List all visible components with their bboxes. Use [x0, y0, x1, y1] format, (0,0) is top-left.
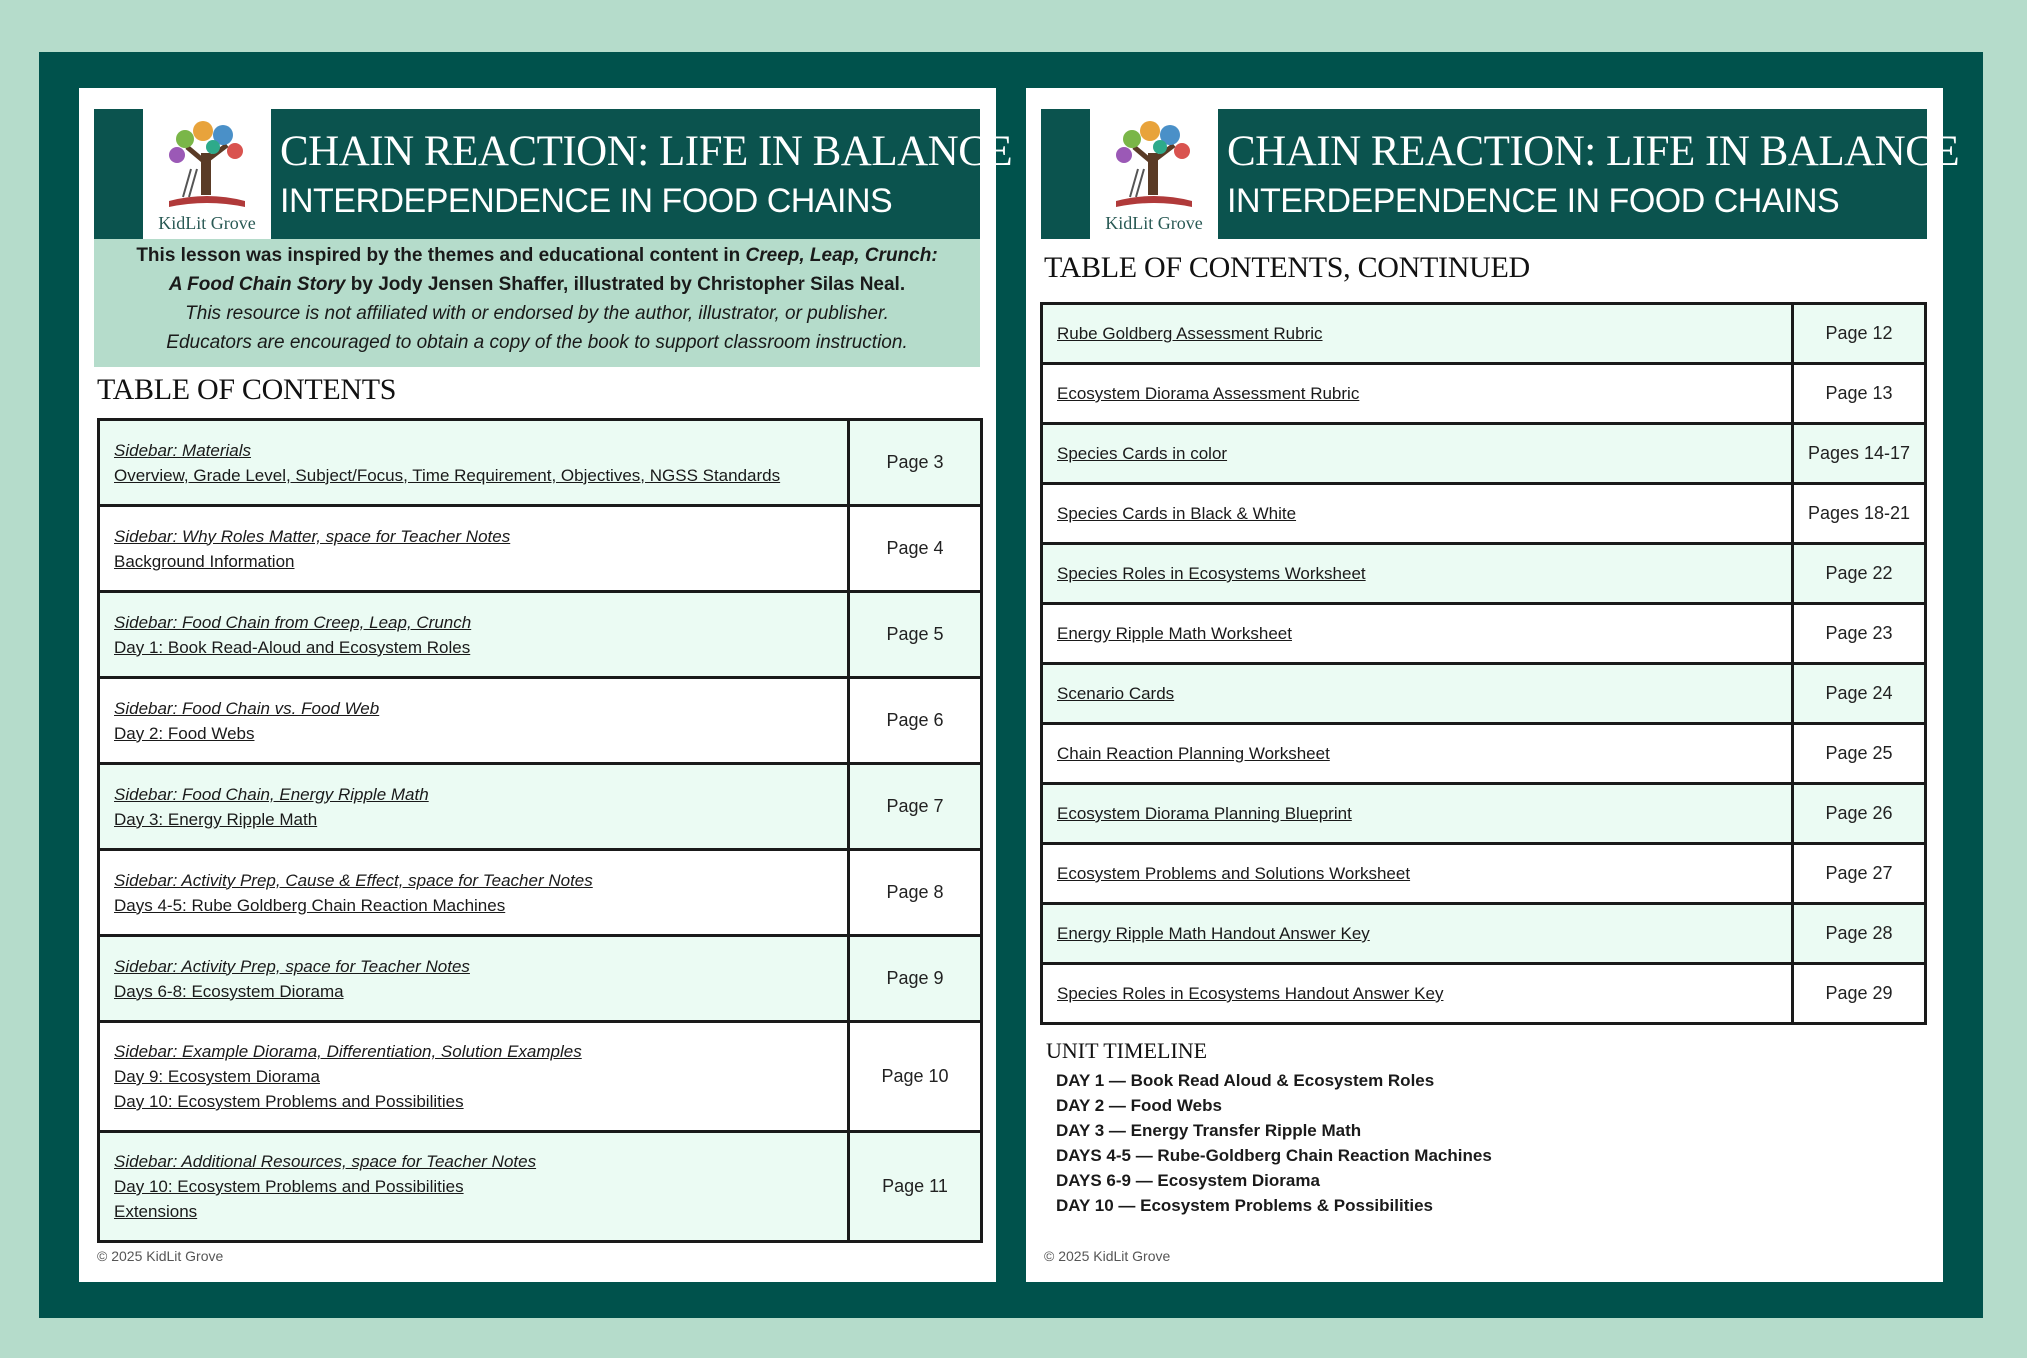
sidebar-link[interactable]: Sidebar: Activity Prep, Cause & Effect, space for Teacher Notes	[114, 870, 593, 890]
toc-row	[99, 592, 982, 678]
page-left	[79, 88, 1013, 1282]
timeline-item: DAY 1 — Book Read Aloud & Ecosystem Roles	[1056, 1071, 1435, 1090]
section-link[interactable]: Day 10: Ecosystem Problems and Possibilities	[114, 1092, 464, 1111]
page-number: Page 27	[1793, 844, 1926, 904]
sidebar-link[interactable]: Sidebar: Activity Prep, space for Teacher Notes	[114, 956, 470, 976]
toc-entry	[1042, 904, 1793, 964]
toc-row	[1042, 844, 1926, 904]
section-link[interactable]: Extensions	[114, 1202, 198, 1221]
section-link[interactable]: Overview, Grade Level, Subject/Focus, Time Requirement, Objectives, NGSS Standards	[114, 465, 781, 485]
toc-entry	[1042, 484, 1793, 544]
sidebar-link[interactable]: Sidebar: Food Chain vs. Food Web	[114, 698, 380, 718]
toc-entry	[99, 678, 849, 764]
page-right	[1026, 88, 1960, 1282]
toc-entry	[1042, 304, 1793, 364]
page-number: Page 22	[1793, 544, 1926, 604]
section-link[interactable]: Days 6-8: Ecosystem Diorama	[114, 981, 344, 1001]
sidebar-link[interactable]: Sidebar: Why Roles Matter, space for Teacher Notes	[114, 526, 511, 546]
page-subtitle: INTERDEPENDENCE IN FOOD CHAINS	[280, 182, 893, 220]
page-subtitle: INTERDEPENDENCE IN FOOD CHAINS	[1227, 182, 1840, 220]
toc-entry	[1042, 664, 1793, 724]
section-link[interactable]: Ecosystem Diorama Planning Blueprint	[1057, 804, 1352, 823]
book-title-part1: Creep, Leap, Crunch:	[745, 245, 938, 266]
section-link[interactable]: Species Roles in Ecosystems Handout Answer Key	[1057, 984, 1444, 1003]
disclaimer-line2: Educators are encouraged to obtain a copy of the book to support classroom instruction.	[166, 332, 908, 353]
page-number: Page 3	[849, 420, 982, 506]
toc-row	[1042, 364, 1926, 424]
toc-row	[1042, 544, 1926, 604]
timeline-item: DAY 3 — Energy Transfer Ripple Math	[1056, 1121, 1362, 1140]
toc-entry	[1042, 964, 1793, 1024]
toc-row	[1042, 424, 1926, 484]
toc-entry	[1042, 724, 1793, 784]
inspiration-note	[94, 239, 980, 367]
section-link[interactable]: Day 2: Food Webs	[114, 723, 255, 743]
toc-entry	[1042, 784, 1793, 844]
banner	[1041, 109, 1960, 239]
inspired-line2b: by Jody Jensen Shaffer, illustrated by Christopher Silas Neal.	[345, 274, 906, 295]
timeline-item: DAYS 4-5 — Rube-Goldberg Chain Reaction Machines	[1056, 1146, 1492, 1165]
section-link[interactable]: Scenario Cards	[1057, 684, 1175, 703]
page-title: CHAIN REACTION: LIFE IN BALANCE	[280, 128, 1013, 175]
toc-entry	[1042, 544, 1793, 604]
timeline-heading: UNIT TIMELINE	[1046, 1038, 1208, 1063]
section-link[interactable]: Energy Ripple Math Worksheet	[1057, 624, 1292, 643]
logo	[143, 109, 271, 239]
sidebar-link[interactable]: Sidebar: Additional Resources, space for Teacher Notes	[114, 1152, 537, 1171]
section-link[interactable]: Ecosystem Diorama Assessment Rubric	[1057, 384, 1360, 403]
toc-row	[1042, 604, 1926, 664]
section-link[interactable]: Day 1: Book Read-Aloud and Ecosystem Roles	[114, 637, 471, 657]
toc-row	[1042, 784, 1926, 844]
section-link[interactable]: Ecosystem Problems and Solutions Worksheet	[1057, 864, 1411, 883]
book-title-part2: A Food Chain Story	[168, 274, 346, 295]
section-link[interactable]: Days 4-5: Rube Goldberg Chain Reaction Machines	[114, 895, 506, 915]
toc-row	[99, 420, 982, 506]
section-link[interactable]: Day 10: Ecosystem Problems and Possibilities	[114, 1177, 464, 1196]
page-number: Page 25	[1793, 724, 1926, 784]
timeline-item: DAY 10 — Ecosystem Problems & Possibilities	[1056, 1196, 1433, 1215]
toc-entry	[99, 1132, 849, 1242]
page-number: Page 29	[1793, 964, 1926, 1024]
toc-entry	[1042, 604, 1793, 664]
page-number: Pages 18-21	[1793, 484, 1926, 544]
section-link[interactable]: Background Information	[114, 551, 295, 571]
tree-icon	[1104, 113, 1204, 213]
toc-entry	[1042, 364, 1793, 424]
toc-row	[1042, 664, 1926, 724]
toc-row	[1042, 964, 1926, 1024]
page-number: Page 7	[849, 764, 982, 850]
sidebar-link[interactable]: Sidebar: Materials	[114, 440, 252, 460]
page-number: Page 4	[849, 506, 982, 592]
toc-row	[99, 506, 982, 592]
copyright: © 2025 KidLit Grove	[1044, 1248, 1171, 1264]
copyright: © 2025 KidLit Grove	[97, 1248, 224, 1264]
toc-row	[1042, 304, 1926, 364]
page-number: Page 9	[849, 936, 982, 1022]
toc-heading: TABLE OF CONTENTS	[97, 373, 397, 406]
toc-entry	[1042, 424, 1793, 484]
toc-entry	[99, 1022, 849, 1132]
page-number: Page 28	[1793, 904, 1926, 964]
logo-text: KidLit Grove	[158, 213, 256, 233]
page-number: Pages 14-17	[1793, 424, 1926, 484]
page-number: Page 11	[849, 1132, 982, 1242]
section-link[interactable]: Day 3: Energy Ripple Math	[114, 809, 318, 829]
toc-row	[99, 1022, 982, 1132]
page-number: Page 8	[849, 850, 982, 936]
toc-row	[1042, 724, 1926, 784]
logo-text: KidLit Grove	[1105, 213, 1203, 233]
disclaimer-line1: This resource is not affiliated with or endorsed by the author, illustrator, or publisher.	[185, 303, 889, 324]
toc-row	[99, 1132, 982, 1242]
toc-row	[1042, 484, 1926, 544]
toc-entry	[99, 850, 849, 936]
page-number: Page 26	[1793, 784, 1926, 844]
toc-entry	[99, 506, 849, 592]
section-link[interactable]: Energy Ripple Math Handout Answer Key	[1057, 924, 1370, 943]
toc-entry	[1042, 844, 1793, 904]
page-number: Page 12	[1793, 304, 1926, 364]
section-link[interactable]: Rube Goldberg Assessment Rubric	[1057, 324, 1323, 343]
page-number: Page 5	[849, 592, 982, 678]
logo	[1090, 109, 1218, 239]
page-number: Page 23	[1793, 604, 1926, 664]
page-title: CHAIN REACTION: LIFE IN BALANCE	[1227, 128, 1960, 175]
toc-entry	[99, 936, 849, 1022]
toc-entry	[99, 764, 849, 850]
section-link[interactable]: Species Cards in color	[1057, 444, 1228, 463]
toc-row	[99, 936, 982, 1022]
section-link[interactable]: Day 9: Ecosystem Diorama	[114, 1067, 320, 1086]
toc-row	[99, 678, 982, 764]
page-number: Page 24	[1793, 664, 1926, 724]
toc-row	[99, 764, 982, 850]
sidebar-link[interactable]: Sidebar: Food Chain from Creep, Leap, Crunch	[114, 612, 472, 632]
toc-entry	[99, 420, 849, 506]
toc-table	[97, 418, 983, 1243]
inspired-line1a: This lesson was inspired by the themes and educational content in	[136, 245, 746, 266]
page-number: Page 10	[849, 1022, 982, 1132]
toc-row	[99, 850, 982, 936]
page-number: Page 13	[1793, 364, 1926, 424]
tree-icon	[157, 113, 257, 213]
sidebar-link[interactable]: Sidebar: Example Diorama, Differentiation, Solution Examples	[114, 1042, 582, 1061]
sidebar-link[interactable]: Sidebar: Food Chain, Energy Ripple Math	[114, 784, 429, 804]
toc-continued-heading: TABLE OF CONTENTS, CONTINUED	[1044, 251, 1530, 284]
page-number: Page 6	[849, 678, 982, 764]
unit-timeline	[1056, 1068, 1492, 1218]
timeline-item: DAY 2 — Food Webs	[1056, 1096, 1222, 1115]
timeline-item: DAYS 6-9 — Ecosystem Diorama	[1056, 1171, 1320, 1190]
toc-entry	[99, 592, 849, 678]
banner	[94, 109, 1013, 239]
toc-row	[1042, 904, 1926, 964]
section-link[interactable]: Chain Reaction Planning Worksheet	[1057, 744, 1330, 763]
section-link[interactable]: Species Cards in Black & White	[1057, 504, 1297, 523]
section-link[interactable]: Species Roles in Ecosystems Worksheet	[1057, 564, 1366, 583]
toc-continued-table	[1040, 302, 1927, 1025]
